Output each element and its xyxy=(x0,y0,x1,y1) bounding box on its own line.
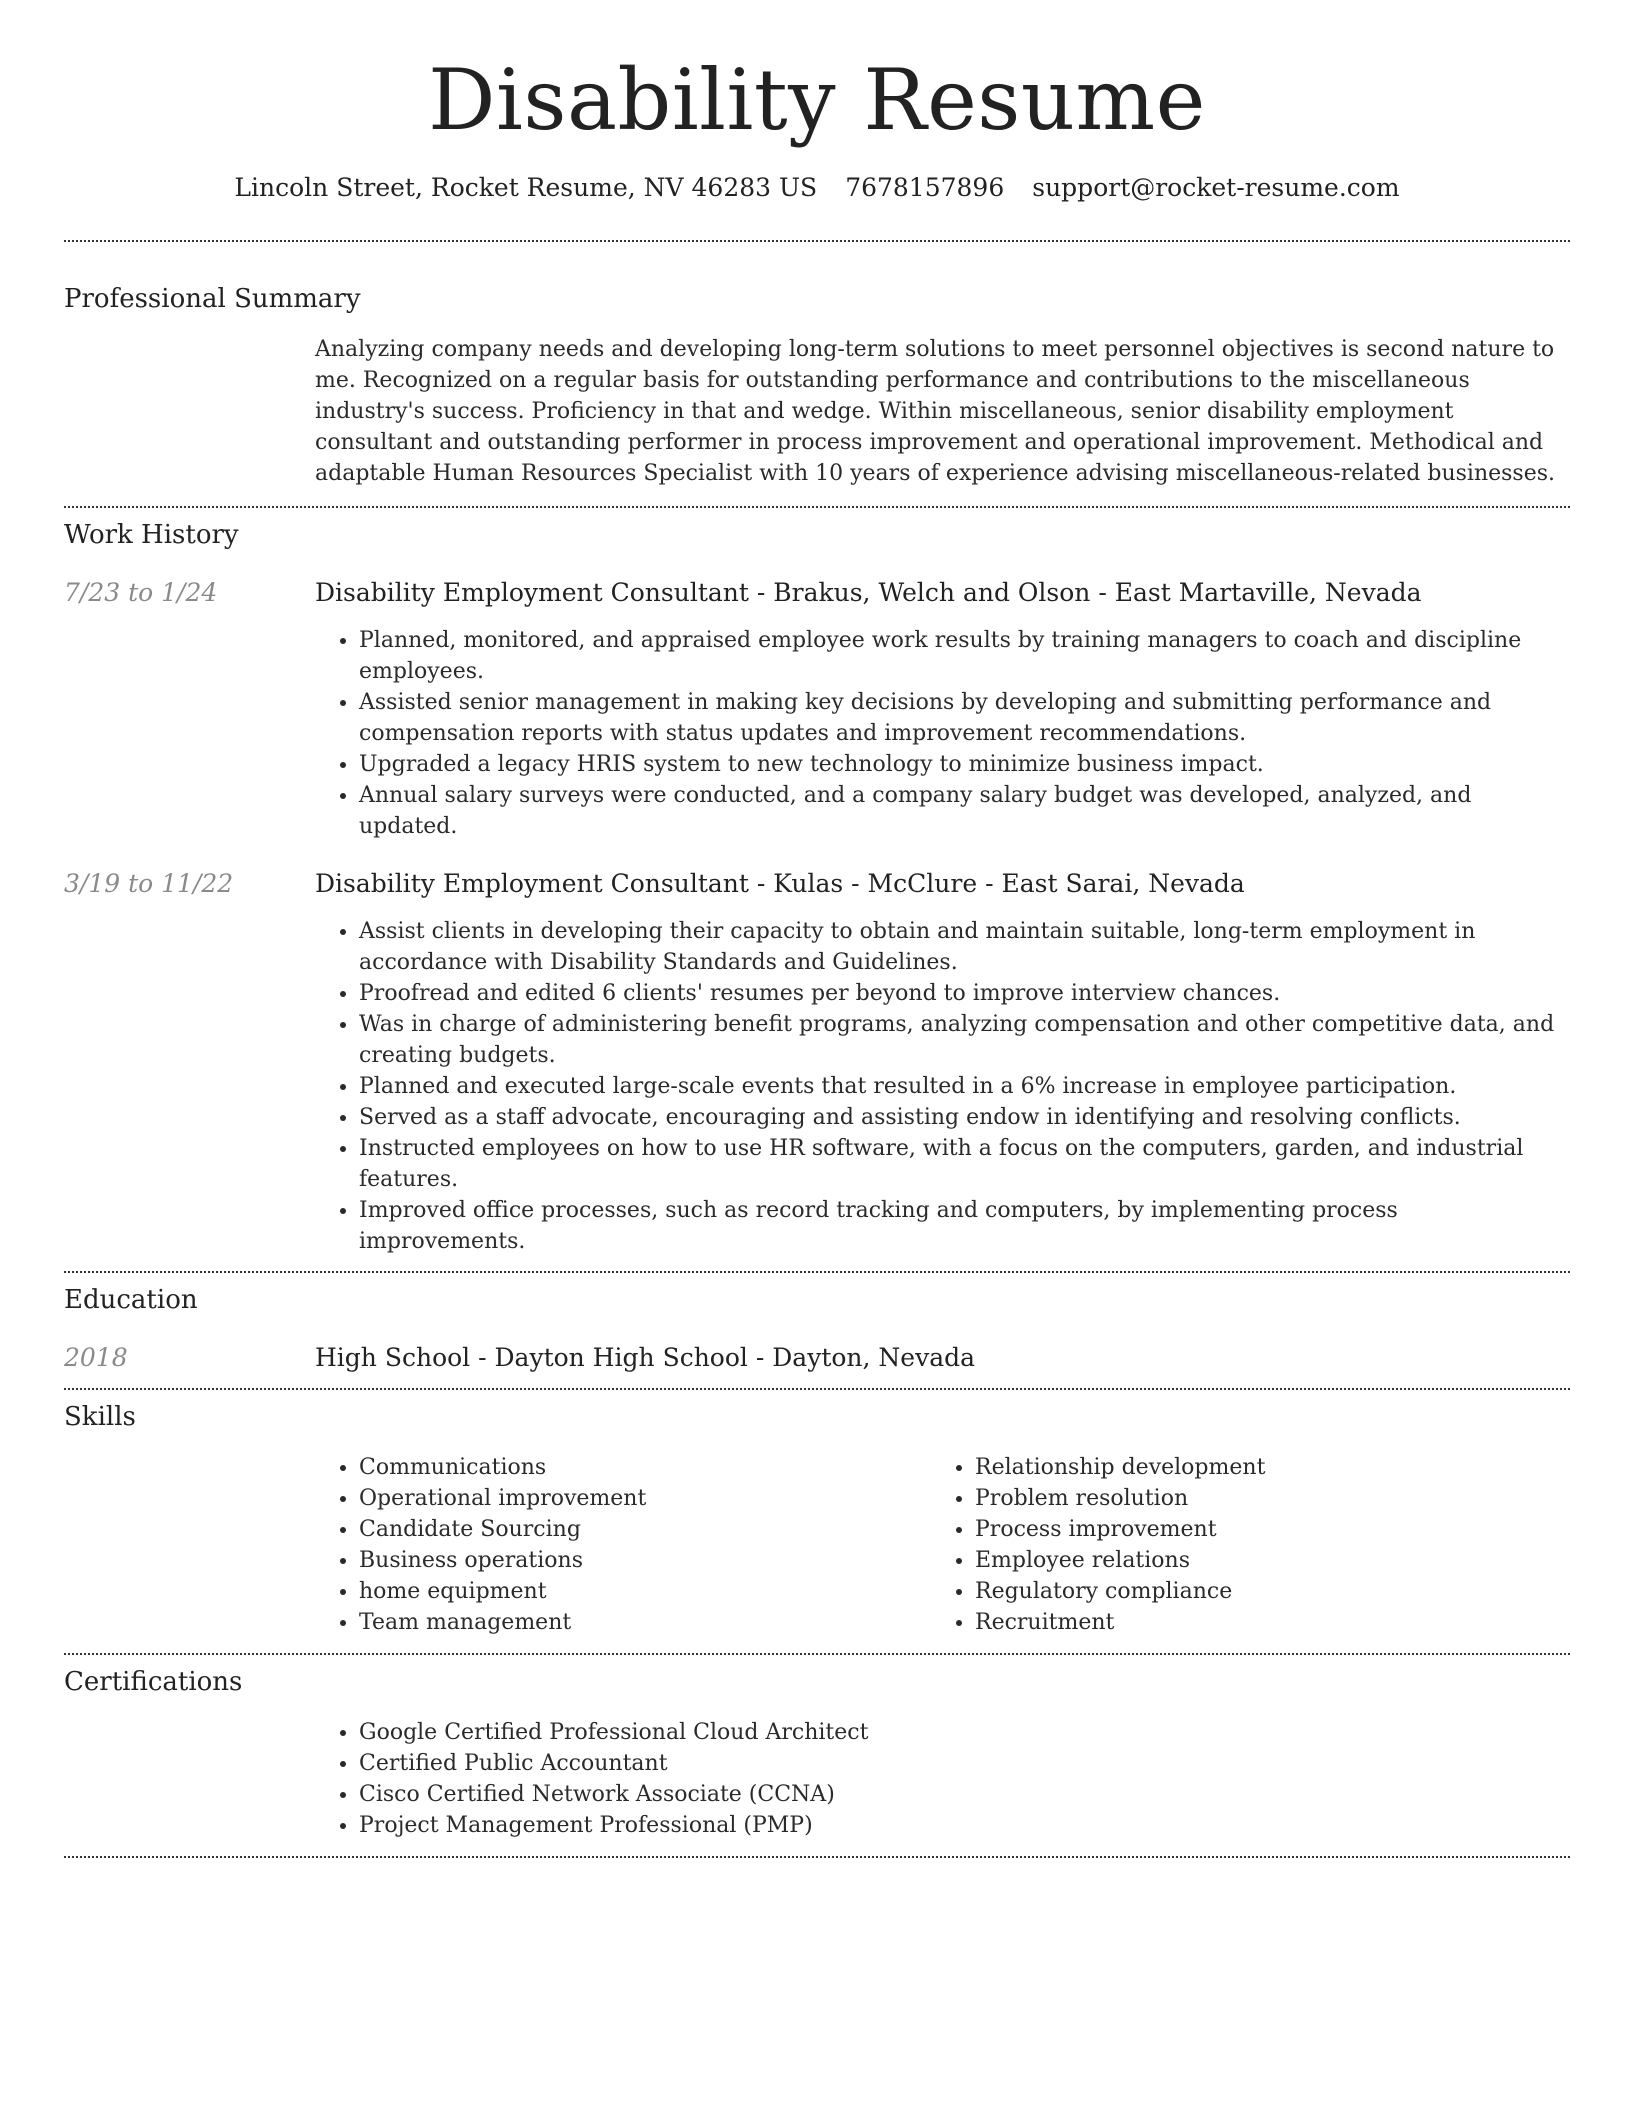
contact-line xyxy=(64,170,1570,206)
list-item: • Planned and executed large-scale events that resulted in a 6% increase in employee participation. xyxy=(359,1071,1570,1102)
job-dates: 7/23 to 1/24 xyxy=(64,578,218,607)
list-item: • Operational improvement xyxy=(359,1483,931,1514)
list-item: • Problem resolution xyxy=(975,1483,1547,1514)
skills-column-1 xyxy=(315,1452,931,1638)
divider xyxy=(64,1388,1570,1390)
summary-spacer xyxy=(64,334,315,489)
job-entry xyxy=(64,576,1570,842)
resume-name: Disability Resume xyxy=(428,51,1206,149)
job-dates: 3/19 to 11/22 xyxy=(64,869,234,898)
list-item: • Instructed employees on how to use HR software, with a focus on the computers, garden, and industrial features. xyxy=(359,1133,1570,1195)
list-item: • Assisted senior management in making key decisions by developing and submitting performance and compensation reports with status updates and improvement recommendations. xyxy=(359,687,1570,749)
skills-columns xyxy=(315,1452,1570,1638)
certifications-row xyxy=(64,1717,1570,1841)
section-title-education: Education xyxy=(64,1285,198,1315)
certifications-list xyxy=(315,1717,1570,1841)
list-item: • Communications xyxy=(359,1452,931,1483)
contact-phone: 7678157896 xyxy=(845,173,1005,202)
list-item: • Business operations xyxy=(359,1545,931,1576)
list-item: • Served as a staff advocate, encouraging and assisting endow in identifying and resolving conflicts. xyxy=(359,1102,1570,1133)
divider xyxy=(64,1653,1570,1655)
list-item: • Assist clients in developing their capacity to obtain and maintain suitable, long-term employment in accordance with Disability Standards and Guidelines. xyxy=(359,916,1570,978)
divider xyxy=(64,506,1570,508)
list-item: • Candidate Sourcing xyxy=(359,1514,931,1545)
list-item: • Cisco Certified Network Associate (CCNA) xyxy=(359,1779,1570,1810)
list-item: • Employee relations xyxy=(975,1545,1547,1576)
resume-page xyxy=(64,0,1570,1858)
skills-column-2 xyxy=(931,1452,1547,1638)
divider xyxy=(64,1271,1570,1273)
job-bullets xyxy=(315,625,1570,842)
list-item: • Relationship development xyxy=(975,1452,1547,1483)
list-item: • Upgraded a legacy HRIS system to new technology to minimize business impact. xyxy=(359,749,1570,780)
divider xyxy=(64,240,1570,242)
section-title-work: Work History xyxy=(64,520,239,550)
section-title-summary: Professional Summary xyxy=(64,284,361,314)
list-item: • Regulatory compliance xyxy=(975,1576,1547,1607)
education-year: 2018 xyxy=(64,1343,128,1372)
list-item: • Project Management Professional (PMP) xyxy=(359,1810,1570,1841)
list-item: • Google Certified Professional Cloud Architect xyxy=(359,1717,1570,1748)
divider xyxy=(64,1856,1570,1858)
job-bullets xyxy=(315,916,1570,1257)
list-item: • Proofread and edited 6 clients' resumes per beyond to improve interview chances. xyxy=(359,978,1570,1009)
job-heading: Disability Employment Consultant - Brakus, Welch and Olson - East Martaville, Nevada xyxy=(315,578,1422,607)
list-item: • Improved office processes, such as record tracking and computers, by implementing process improvements. xyxy=(359,1195,1570,1257)
contact-address: Lincoln Street, Rocket Resume, NV 46283 US xyxy=(234,173,818,202)
job-entry xyxy=(64,867,1570,1257)
education-entry xyxy=(64,1341,1570,1375)
list-item: • Planned, monitored, and appraised employee work results by training managers to coach and discipline employees. xyxy=(359,625,1570,687)
job-heading: Disability Employment Consultant - Kulas - McClure - East Sarai, Nevada xyxy=(315,869,1245,898)
summary-row xyxy=(64,334,1570,489)
contact-email[interactable]: support@rocket-resume.com xyxy=(1032,173,1400,202)
list-item: • home equipment xyxy=(359,1576,931,1607)
education-heading: High School - Dayton High School - Dayton, Nevada xyxy=(315,1343,976,1372)
skills-spacer xyxy=(64,1452,315,1638)
list-item: • Recruitment xyxy=(975,1607,1547,1638)
list-item: • Team management xyxy=(359,1607,931,1638)
certifications-spacer xyxy=(64,1717,315,1841)
skills-row xyxy=(64,1452,1570,1638)
section-title-skills: Skills xyxy=(64,1402,136,1432)
list-item: • Annual salary surveys were conducted, and a company salary budget was developed, analyzed, and updated. xyxy=(359,780,1570,842)
list-item: • Process improvement xyxy=(975,1514,1547,1545)
section-title-certifications: Certifications xyxy=(64,1667,243,1697)
list-item: • Certified Public Accountant xyxy=(359,1748,1570,1779)
summary-text: Analyzing company needs and developing long-term solutions to meet personnel objectives is second nature to me. Recognized on a regular basis for outstanding performance and contributions to the miscellaneous industry's success. Proficiency in that and wedge. Within miscellaneous, senior disability employment consultant and outstanding performer in process improvement and operational improvement. Methodical and adaptable Human Resources Specialist with 10 years of experience advising miscellaneous-related businesses. xyxy=(315,337,1556,486)
list-item: • Was in charge of administering benefit programs, analyzing compensation and other competitive data, and creating budgets. xyxy=(359,1009,1570,1071)
